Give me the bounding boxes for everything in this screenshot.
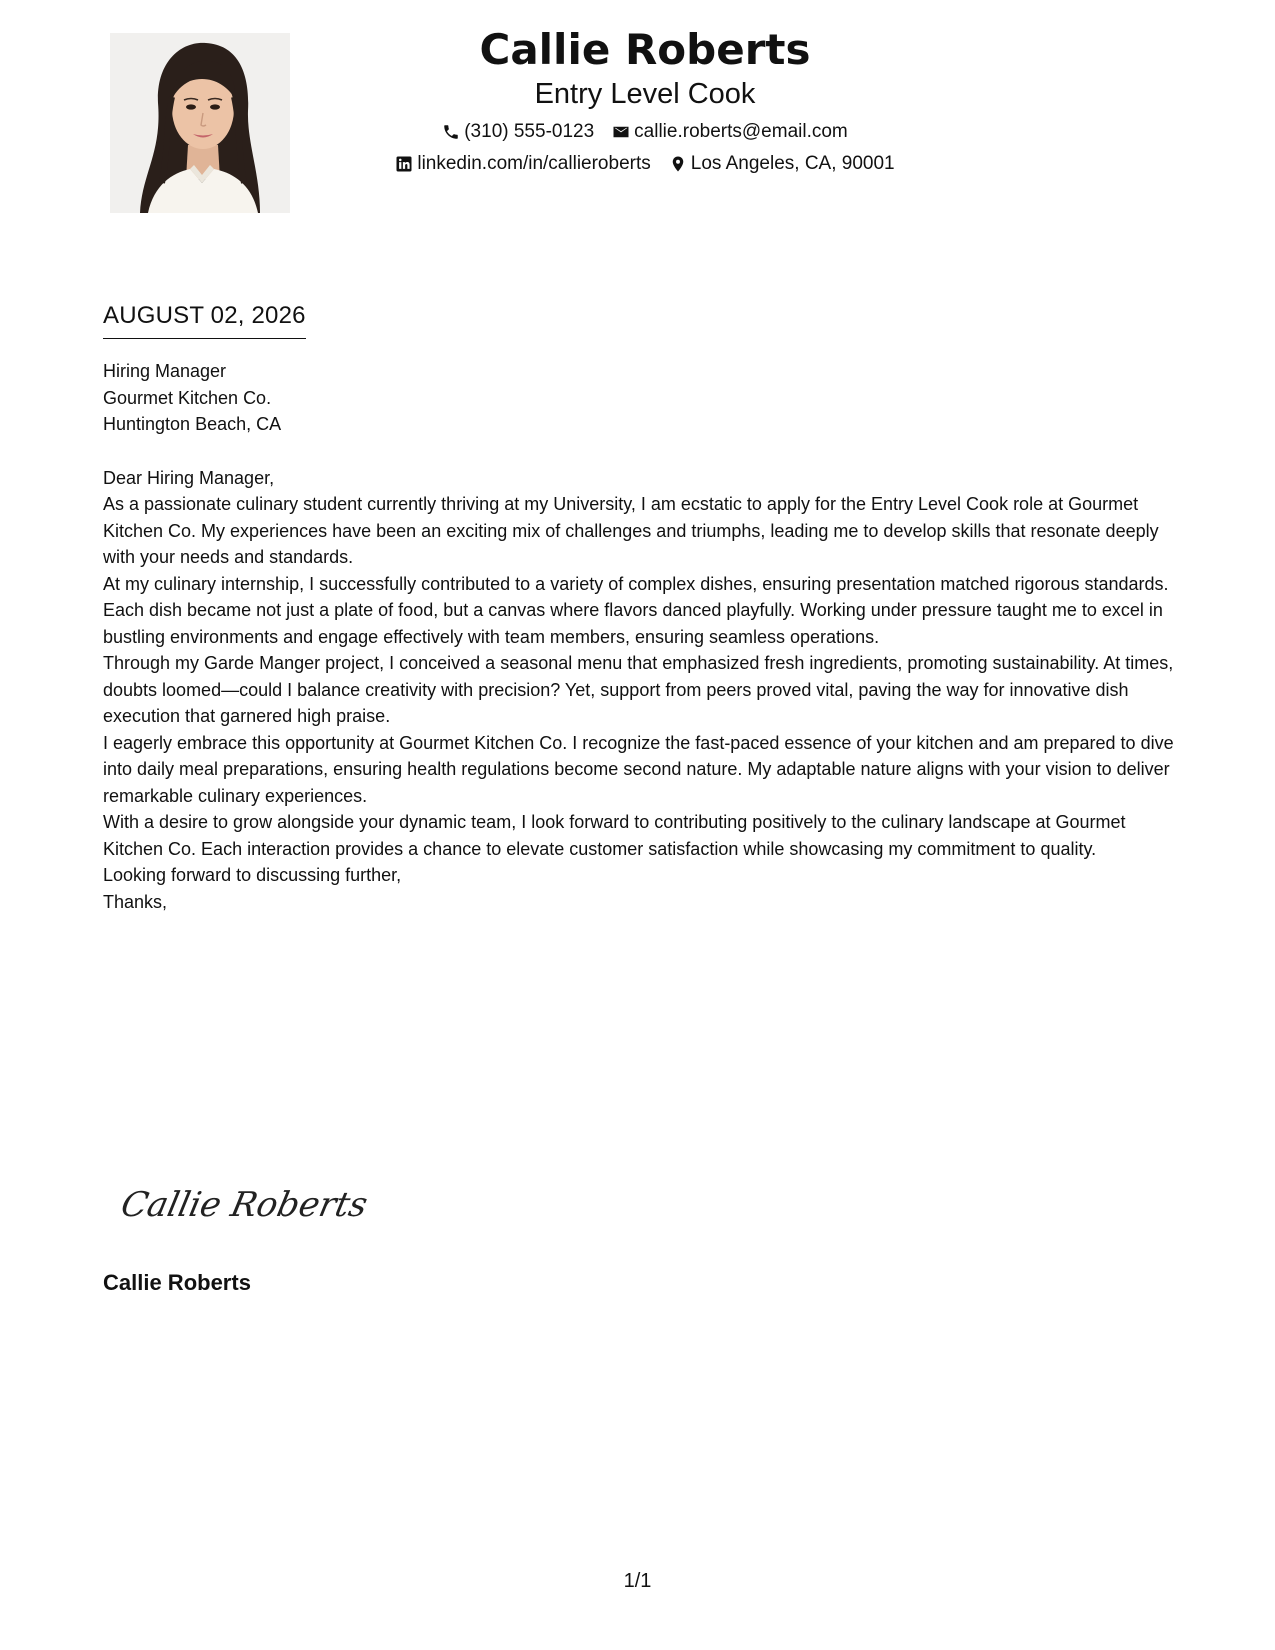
contact-row-primary xyxy=(290,116,1000,148)
closing-line: Looking forward to discussing further, xyxy=(103,865,402,885)
recipient-line: Gourmet Kitchen Co. xyxy=(103,387,272,408)
body-paragraph: I eagerly embrace this opportunity at Gourmet Kitchen Co. I recognize the fast-paced essence of your kitchen and am prepared to dive into daily meal preparations, ensuring health regulations become second nature. My adaptable nature aligns with your vision to deliver remarkable culinary experiences. xyxy=(103,732,1174,806)
phone-icon xyxy=(442,123,460,141)
map-pin-icon xyxy=(669,155,687,173)
linkedin-icon xyxy=(395,155,413,173)
recipient-line: Hiring Manager xyxy=(103,361,227,381)
salutation: Dear Hiring Manager, xyxy=(103,467,275,488)
email-contact xyxy=(612,116,848,148)
phone-text[interactable]: (310) 555-0123 xyxy=(464,121,595,142)
letter-body xyxy=(103,358,1178,915)
linkedin-contact xyxy=(395,148,650,180)
location-contact xyxy=(669,148,895,180)
resume-header xyxy=(290,22,1000,180)
body-paragraph: As a passionate culinary student currently thriving at my University, I am ecstatic to apply for the Entry Level Cook role at Gourmet Kitchen Co. My experiences have been an exciting mix of challenges and triumphs, leading me to develop skills that resonate deeply with your needs and standards. xyxy=(103,494,1159,567)
applicant-name: Callie Roberts xyxy=(479,25,811,74)
signature-text: Callie Roberts xyxy=(117,1185,371,1225)
body-paragraph: With a desire to grow alongside your dynamic team, I look forward to contributing positively to the culinary landscape at Gourmet Kitchen Co. Each interaction provides a chance to elevate customer satisfaction while showcasing my commitment to quality. xyxy=(103,812,1126,859)
linkedin-text[interactable]: linkedin.com/in/callieroberts xyxy=(417,153,651,174)
recipient-line: Huntington Beach, CA xyxy=(103,414,282,434)
signer-name: Callie Roberts xyxy=(103,1270,251,1295)
envelope-icon xyxy=(612,123,630,141)
job-title: Entry Level Cook xyxy=(534,78,756,110)
phone-contact xyxy=(442,116,594,148)
body-paragraph: At my culinary internship, I successfully contributed to a variety of complex dishes, ensuring presentation matched rigorous standards. Each dish became not just a plate of food, but a canvas where flavors danced playfully. Working under pressure taught me to excel in bustling environments and engage effectively with team members, ensuring seamless operations. xyxy=(103,573,1169,647)
contact-row-secondary xyxy=(290,148,1000,180)
page-number: 1/1 xyxy=(623,1570,652,1592)
signoff: Thanks, xyxy=(103,891,168,912)
email-text[interactable]: callie.roberts@email.com xyxy=(634,121,848,142)
letter-date: AUGUST 02, 2026 xyxy=(103,300,306,339)
handwritten-signature xyxy=(117,1180,371,1230)
body-paragraph: Through my Garde Manger project, I conceived a seasonal menu that emphasized fresh ingredients, promoting sustainability. At times, doubts loomed—could I balance creativity with precision? Yet, support from peers proved vital, paving the way for innovative dish execution that garnered high praise. xyxy=(103,653,1174,726)
location-text: Los Angeles, CA, 90001 xyxy=(690,153,895,174)
recipient-block xyxy=(103,358,1178,438)
profile-photo xyxy=(110,33,290,213)
